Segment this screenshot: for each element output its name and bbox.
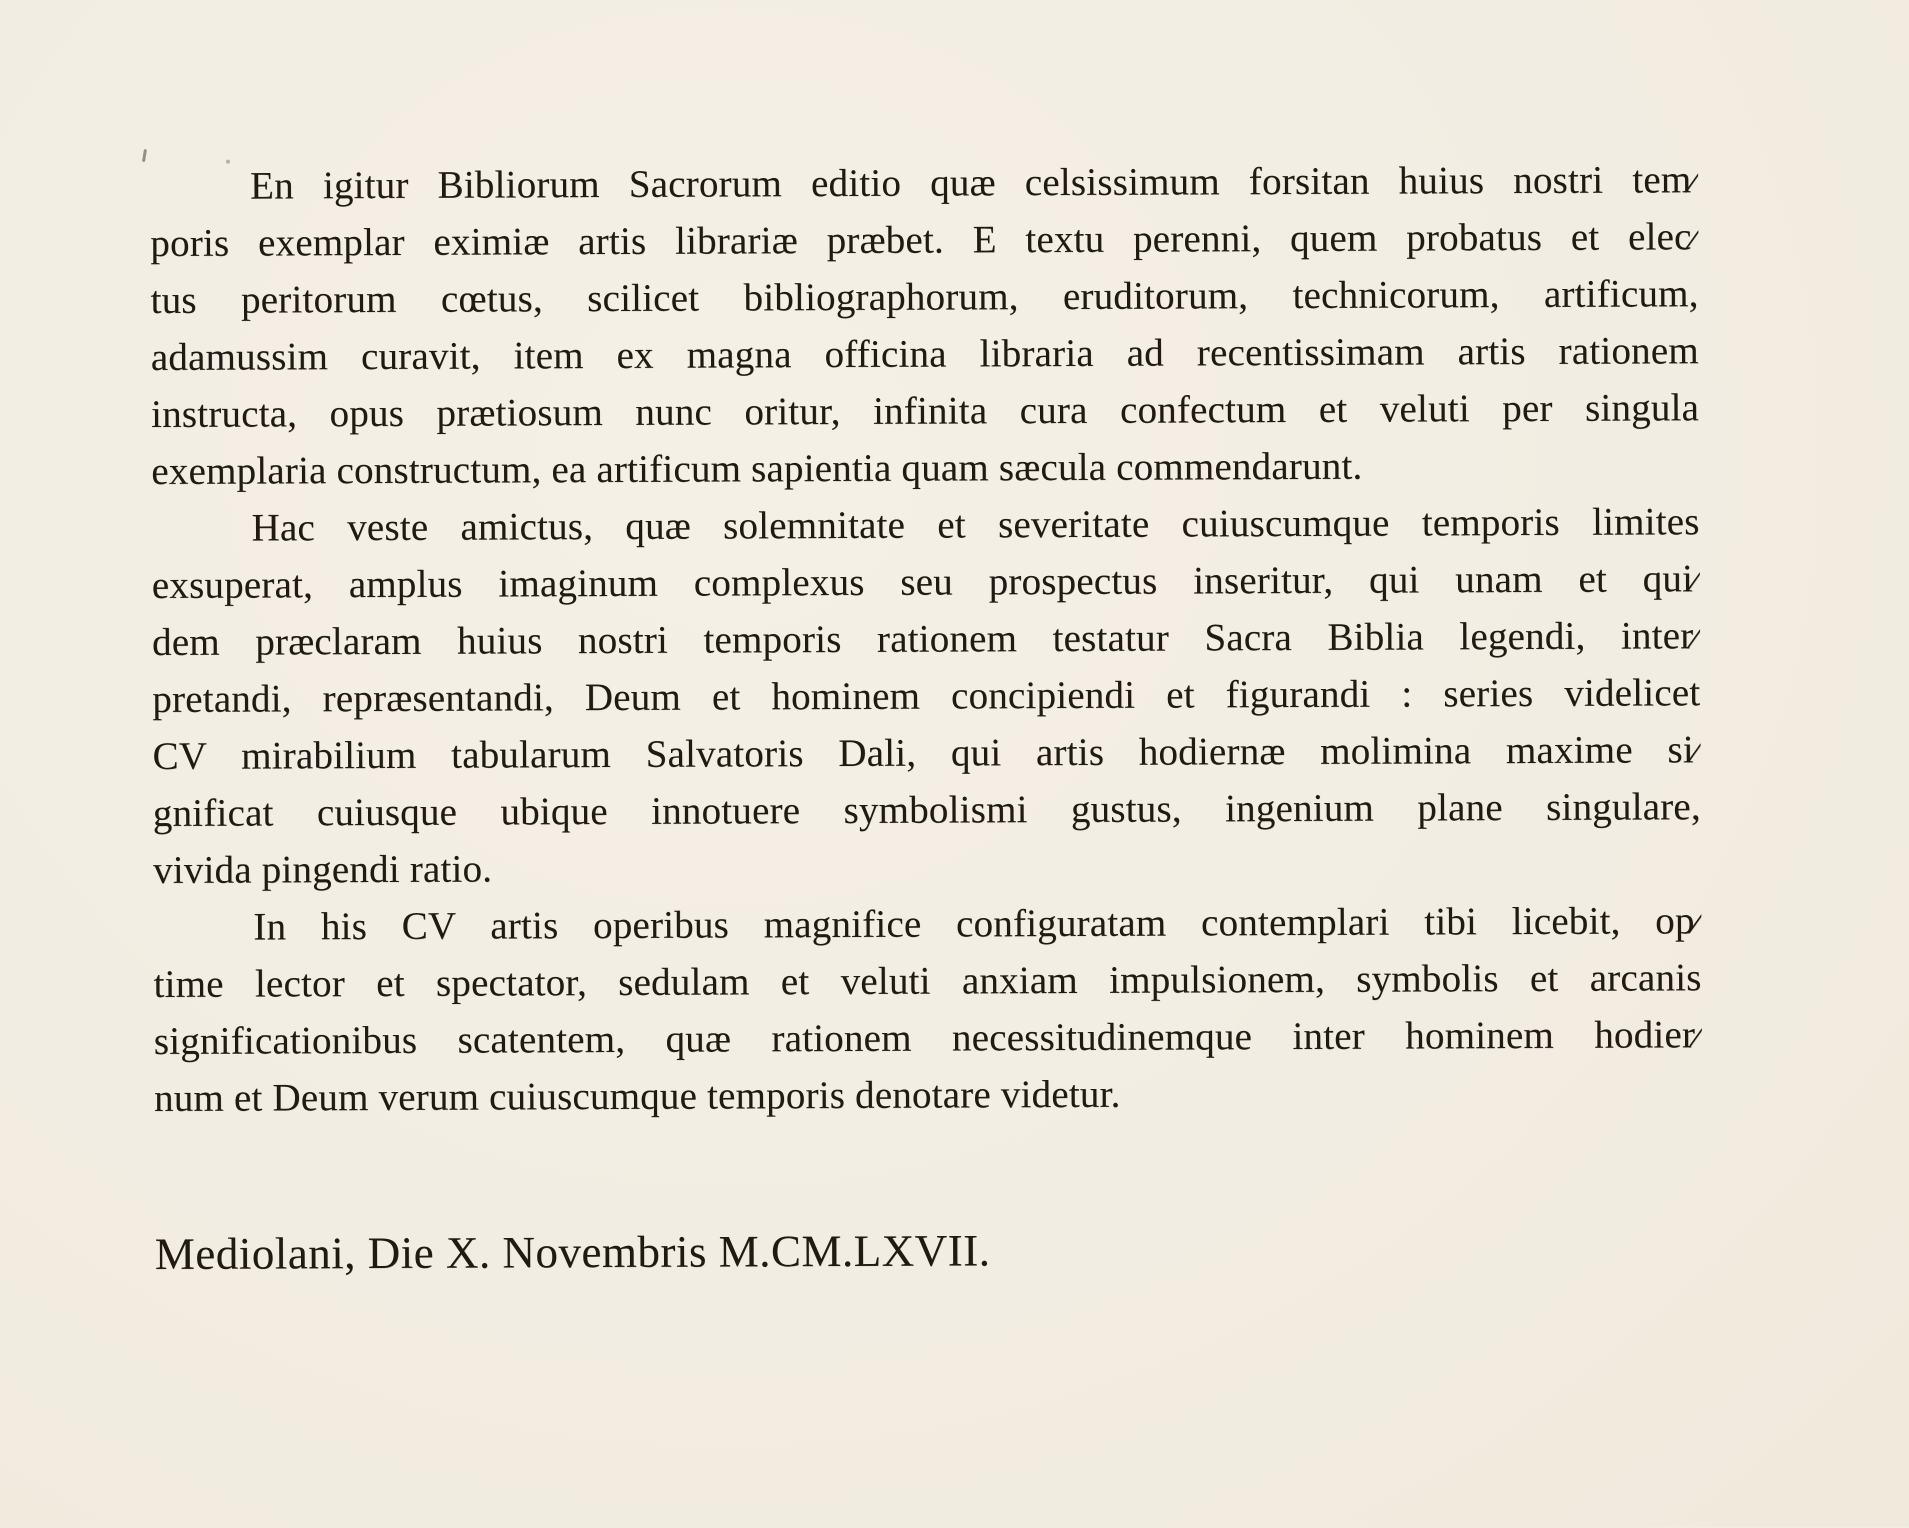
dateline: Mediolani, Die X. Novembris M.CM.LXVII. xyxy=(154,1225,991,1279)
text-line: exsuperat, amplus imaginum complexus seu prospectus inseritur, qui unam et qui⁄ xyxy=(151,557,1700,607)
text-line: dem præclaram huius nostri temporis rationem testatur Sacra Biblia legendi, inter⁄ xyxy=(152,614,1701,664)
text-line: poris exemplar eximiæ artis librariæ præbet. E textu perenni, quem probatus et elec⁄ xyxy=(150,215,1699,265)
text-line: vivida pingendi ratio. xyxy=(153,847,493,892)
text-line: significationibus scatentem, quæ rationem necessitudinemque inter hominem hodier⁄ xyxy=(153,1013,1702,1063)
text-line: CV mirabilium tabularum Salvatoris Dali, qui artis hodiernæ molimina maxime si⁄ xyxy=(152,728,1701,778)
text-line: tus peritorum cœtus, scilicet bibliographorum, eruditorum, technicorum, artificum, xyxy=(150,272,1699,322)
text-line: instructa, opus prætiosum nunc oritur, infinita cura confectum et veluti per singula xyxy=(151,386,1700,436)
text-line: exemplaria constructum, ea artificum sapientia quam sæcula commendarunt. xyxy=(151,444,1363,493)
text-line: En igitur Bibliorum Sacrorum editio quæ celsissimum forsitan huius nostri tem⁄ xyxy=(250,158,1699,208)
text-line: adamussim curavit, item ex magna officina libraria ad recentissimam artis rationem xyxy=(150,329,1699,379)
text-line: pretandi, repræsentandi, Deum et hominem concipiendi et figurandi : series videlicet xyxy=(152,671,1701,721)
text-line: Hac veste amictus, quæ solemnitate et severitate cuiuscumque temporis limites xyxy=(251,500,1700,550)
text-line: num et Deum verum cuiuscumque temporis denotare videtur. xyxy=(154,1072,1121,1120)
text-line: In his CV artis operibus magnifice configuratam contemplari tibi licebit, op⁄ xyxy=(253,899,1702,949)
text-line: gnificat cuiusque ubique innotuere symbolismi gustus, ingenium plane singulare, xyxy=(152,785,1701,835)
ink-speck xyxy=(142,149,147,162)
text-line: time lector et spectator, sedulam et veluti anxiam impulsionem, symbolis et arcanis xyxy=(153,956,1702,1006)
colophon-text-block xyxy=(150,151,1702,1127)
